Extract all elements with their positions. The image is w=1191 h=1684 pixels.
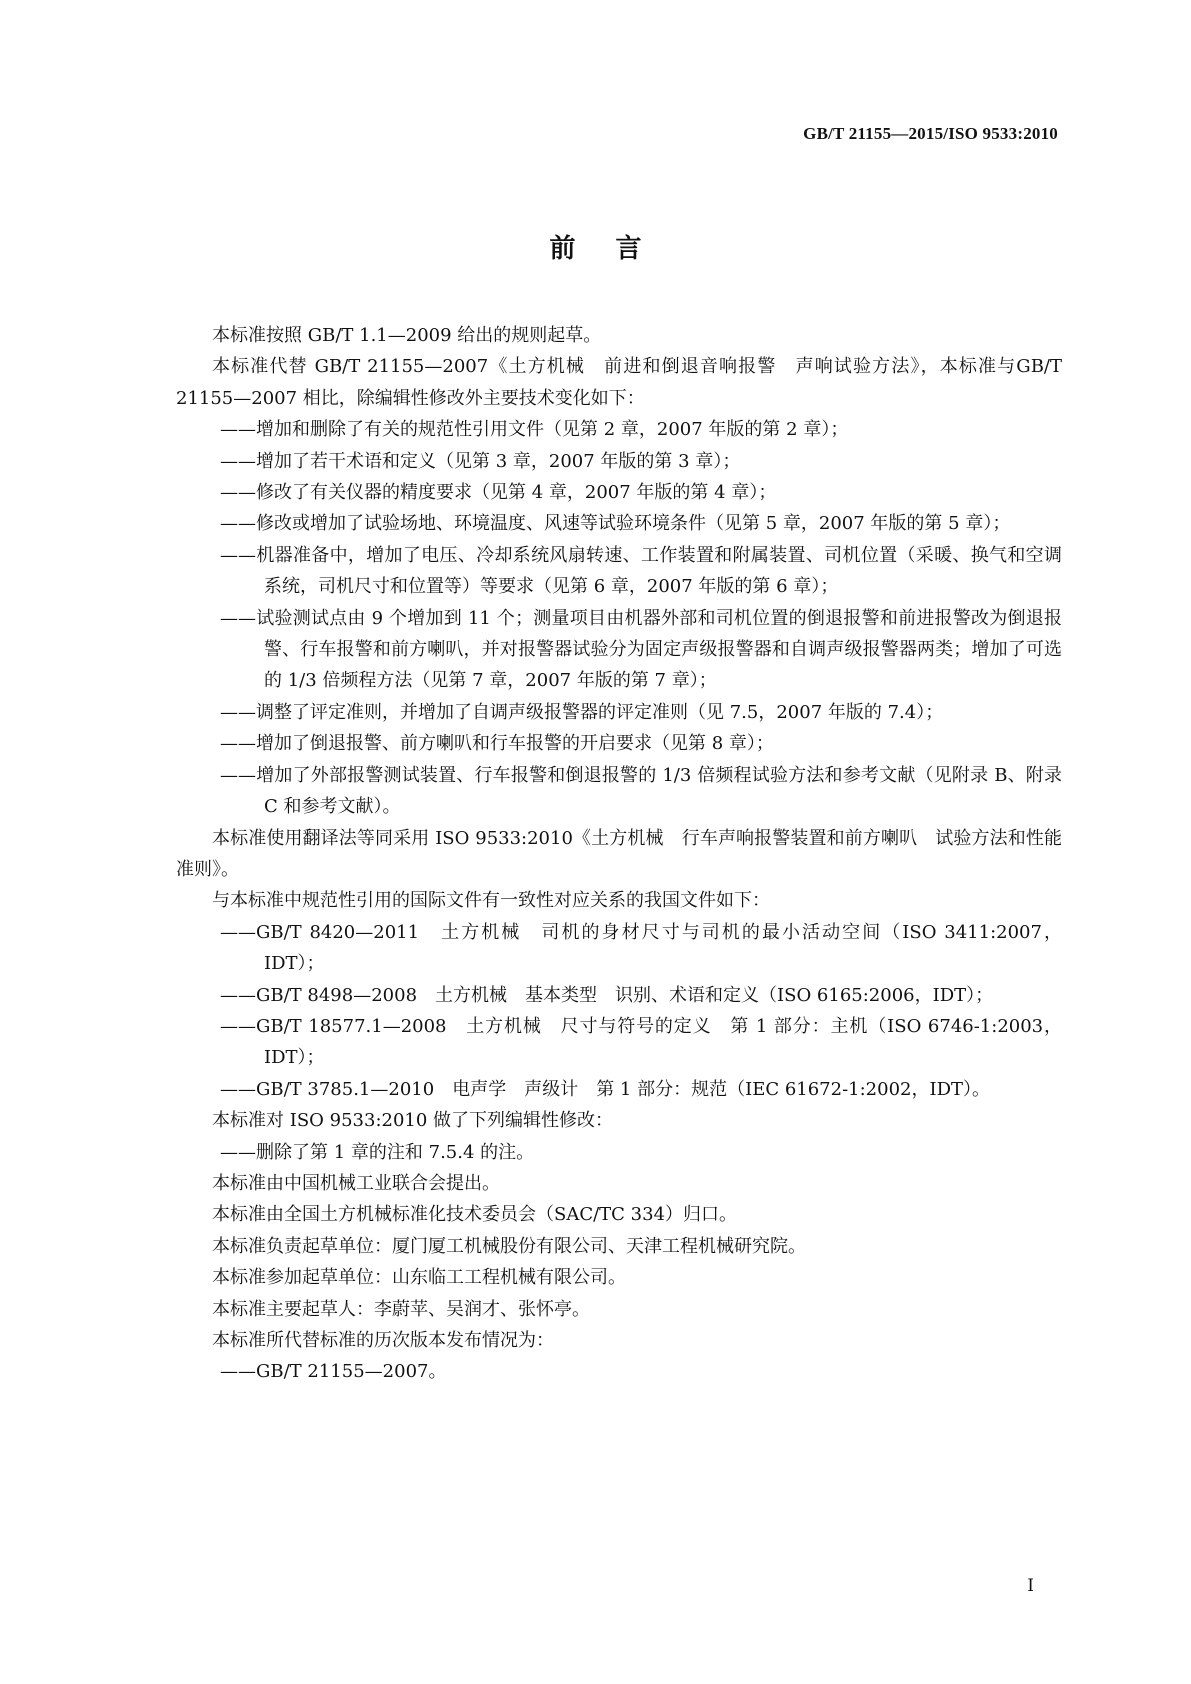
reference-item: ——GB/T 18577.1—2008 土方机械 尺寸与符号的定义 第 1 部分：主机（ISO 6746-1:2003，IDT）； — [220, 1015, 1062, 1069]
paragraph-replacement: 本标准代替 GB/T 21155—2007《土方机械 前进和倒退音响报警 声响试验方法》，本标准与GB/T 21155—2007 相比，除编辑性修改外主要技术变化如下： — [176, 356, 1062, 409]
editorial-item: ——删除了第 1 章的注和 7.5.4 的注。 — [220, 1141, 535, 1163]
reference-item: ——GB/T 8498—2008 土方机械 基本类型 识别、术语和定义（ISO 6165:2006，IDT）； — [220, 984, 994, 1006]
page-number: I — [1027, 1576, 1034, 1596]
paragraph-drafting-unit: 本标准负责起草单位：厦门厦工机械股份有限公司、天津工程机械研究院。 — [212, 1235, 806, 1257]
change-item: ——机器准备中，增加了电压、冷却系统风扇转速、工作装置和附属装置、司机位置（采暖、换气和空调系统，司机尺寸和位置等）等要求（见第 6 章，2007 年版的第 6 章）； — [220, 544, 1062, 598]
paragraph-proposer: 本标准由中国机械工业联合会提出。 — [212, 1172, 500, 1194]
change-item: ——试验测试点由 9 个增加到 11 个；测量项目由机器外部和司机位置的倒退报警和前进报警改为倒退报警、行车报警和前方喇叭，并对报警器试验分为固定声级报警器和自调声级报警器两类；增加了可选的 1/3 倍频程方法（见第 7 章，2007 年版的第 7 章）； — [220, 607, 1062, 692]
paragraph-committee: 本标准由全国土方机械标准化技术委员会（SAC/TC 334）归口。 — [212, 1204, 738, 1226]
change-item: ——调整了评定准则，并增加了自调声级报警器的评定准则（见 7.5，2007 年版的 7.4）； — [220, 701, 944, 723]
history-item: ——GB/T 21155—2007。 — [220, 1361, 447, 1383]
paragraph-adoption: 本标准使用翻译法等同采用 ISO 9533:2010《土方机械 行车声响报警装置和前方喇叭 试验方法和性能准则》。 — [176, 827, 1062, 880]
paragraph-drafting-rules: 本标准按照 GB/T 1.1—2009 给出的规则起草。 — [212, 325, 602, 346]
change-item: ——增加了外部报警测试装置、行车报警和倒退报警的 1/3 倍频程试验方法和参考文献（见附录 B、附录 C 和参考文献）。 — [220, 764, 1062, 818]
reference-item: ——GB/T 3785.1—2010 电声学 声级计 第 1 部分：规范（IEC 61672-1:2002，IDT）。 — [220, 1078, 991, 1100]
paragraph-participating-unit: 本标准参加起草单位：山东临工工程机械有限公司。 — [212, 1267, 626, 1289]
reference-item: ——GB/T 8420—2011 土方机械 司机的身材尺寸与司机的最小活动空间（ISO 3411:2007，IDT）； — [220, 921, 1062, 975]
paragraph-drafters: 本标准主要起草人：李蔚苹、吴润才、张怀亭。 — [212, 1298, 590, 1320]
paragraph-correspondence: 与本标准中规范性引用的国际文件有一致性对应关系的我国文件如下： — [212, 890, 770, 912]
change-item: ——修改或增加了试验场地、环境温度、风速等试验环境条件（见第 5 章，2007 年版的第 5 章）； — [220, 513, 1011, 535]
change-item: ——增加和删除了有关的规范性引用文件（见第 2 章，2007 年版的第 2 章）； — [220, 419, 849, 441]
change-item: ——修改了有关仪器的精度要求（见第 4 章，2007 年版的第 4 章）； — [220, 482, 777, 504]
change-item: ——增加了倒退报警、前方喇叭和行车报警的开启要求（见第 8 章）； — [220, 733, 774, 755]
document-body — [176, 320, 1062, 1388]
paragraph-history: 本标准所代替标准的历次版本发布情况为： — [212, 1330, 554, 1351]
paragraph-editorial: 本标准对 ISO 9533:2010 做了下列编辑性修改： — [212, 1110, 614, 1132]
page-title: 前言 — [549, 234, 682, 264]
standard-code: GB/T 21155—2015/ISO 9533:2010 — [803, 124, 1058, 143]
change-item: ——增加了若干术语和定义（见第 3 章，2007 年版的第 3 章）； — [220, 450, 741, 472]
